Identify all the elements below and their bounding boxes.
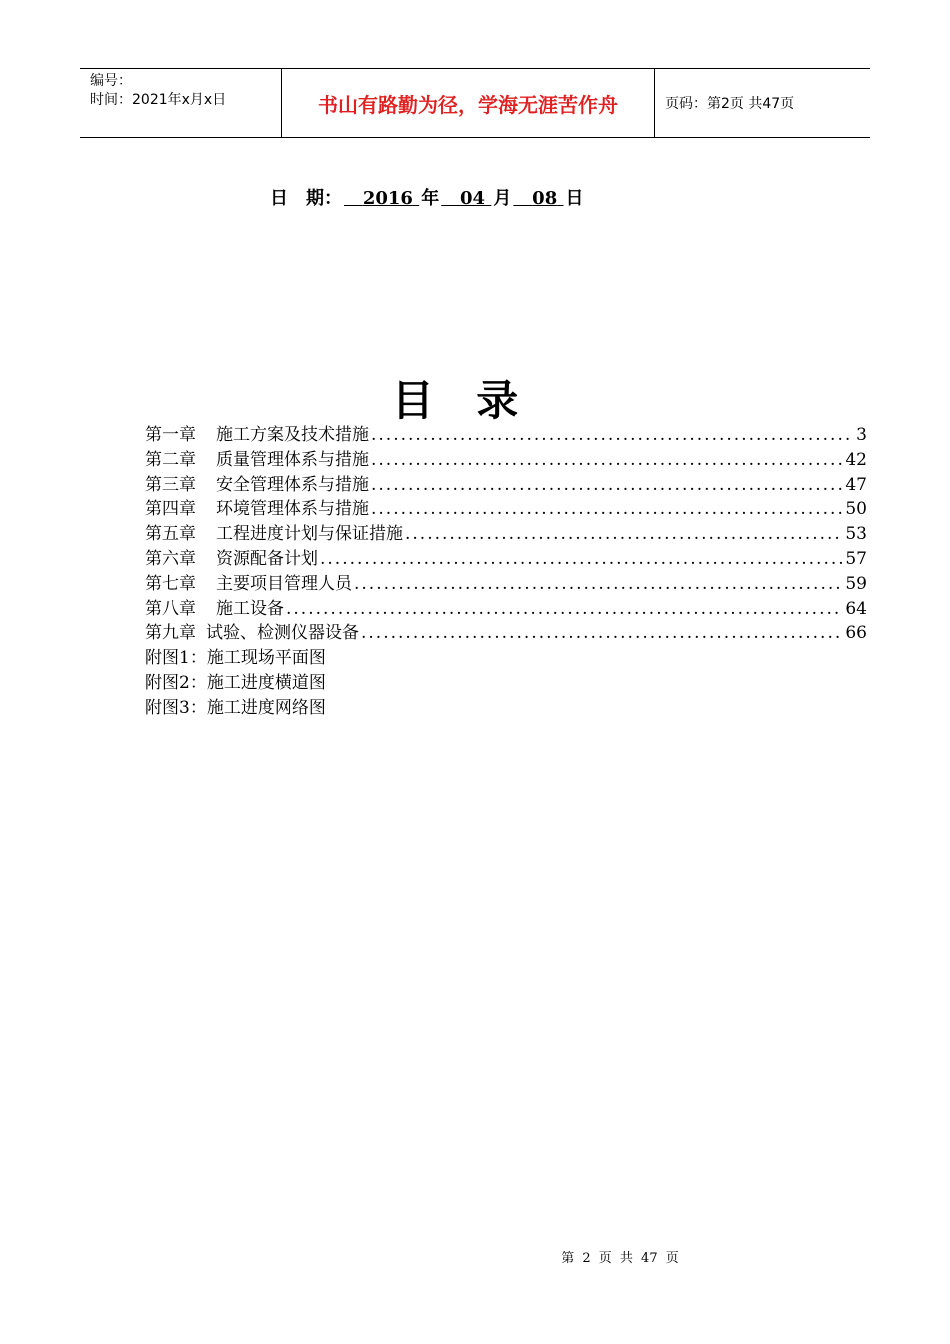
toc-chapter: 第六章 — [145, 548, 196, 569]
toc-appendix-item[interactable] — [145, 643, 867, 668]
header-time-label: 时间：2021年x月x日 — [90, 92, 227, 108]
date-year-unit: 年 — [421, 188, 440, 209]
toc-entry-title: 环境管理体系与措施 — [216, 499, 369, 520]
toc-page-number: 42 — [845, 449, 867, 470]
toc-entry[interactable] — [145, 470, 867, 495]
toc-page-number: 57 — [845, 548, 867, 569]
page-header-table — [80, 68, 870, 138]
toc-chapter: 第七章 — [145, 573, 196, 594]
toc-title: 目 录 — [391, 376, 533, 425]
toc-entry[interactable] — [145, 519, 867, 544]
toc-entry[interactable] — [145, 445, 867, 470]
toc-chapter: 第九章 — [145, 623, 196, 644]
header-motto: 书山有路勤为径，学海无涯苦作舟 — [282, 69, 655, 137]
toc-appendix-item[interactable] — [145, 668, 867, 693]
toc-entry-title: 工程进度计划与保证措施 — [216, 524, 403, 545]
date-month: 04 — [460, 188, 486, 209]
toc-leader-dots — [371, 499, 843, 519]
toc-entry[interactable] — [145, 569, 867, 594]
toc-page-number: 59 — [845, 573, 867, 594]
toc-chapter: 第三章 — [145, 474, 196, 495]
date-line — [270, 184, 584, 210]
toc-chapter: 第一章 — [145, 425, 196, 445]
toc-entry-title: 资源配备计划 — [216, 548, 318, 569]
toc-page-number: 66 — [845, 623, 867, 644]
toc-leader-dots — [354, 574, 843, 594]
toc-chapter: 第四章 — [145, 499, 196, 520]
date-label: 日 期： — [270, 188, 342, 209]
toc-page-number: 3 — [856, 425, 867, 445]
toc-chapter: 第八章 — [145, 598, 196, 619]
date-year: 2016 — [362, 188, 413, 209]
toc-entry[interactable] — [145, 420, 867, 445]
toc-chapter: 第二章 — [145, 449, 196, 470]
page-footer: 第 2 页 共 47 页 — [561, 1251, 679, 1266]
toc-leader-dots — [371, 425, 854, 445]
date-day-unit: 日 — [565, 188, 584, 209]
toc-leader-dots — [405, 524, 843, 544]
toc-leader-dots — [371, 450, 843, 470]
toc-appendix-item[interactable] — [145, 693, 867, 718]
toc-leader-dots — [320, 549, 843, 569]
toc-entry-title: 主要项目管理人员 — [216, 573, 352, 594]
toc-entry-title: 施工设备 — [216, 598, 284, 619]
toc-appendix-label: 附图3：施工进度网络图 — [145, 697, 326, 718]
header-page-info: 页码：第2页 共47页 — [665, 96, 795, 112]
toc-chapter: 第五章 — [145, 524, 196, 545]
toc-entry[interactable] — [145, 544, 867, 569]
toc-entry[interactable] — [145, 594, 867, 619]
toc-entry[interactable] — [145, 618, 867, 643]
toc-entry-title: 试验、检测仪器设备 — [206, 623, 359, 644]
toc-appendix-label: 附图2：施工进度横道图 — [145, 672, 326, 693]
toc-page-number: 47 — [845, 474, 867, 495]
date-day: 08 — [532, 188, 558, 209]
toc-appendix-label: 附图1：施工现场平面图 — [145, 648, 326, 669]
toc-page-number: 64 — [845, 598, 867, 619]
date-month-unit: 月 — [493, 188, 512, 209]
toc-leader-dots — [361, 623, 843, 643]
toc-entry[interactable] — [145, 494, 867, 519]
toc-entry-title: 施工方案及技术措施 — [216, 425, 369, 445]
toc-page-number: 50 — [845, 499, 867, 520]
table-of-contents — [145, 420, 867, 718]
toc-page-number: 53 — [845, 524, 867, 545]
toc-entry-title: 安全管理体系与措施 — [216, 474, 369, 495]
toc-leader-dots — [286, 599, 843, 619]
toc-leader-dots — [371, 475, 843, 495]
header-left-cell — [80, 69, 282, 137]
header-number-label: 编号： — [90, 73, 132, 89]
toc-entry-title: 质量管理体系与措施 — [216, 449, 369, 470]
